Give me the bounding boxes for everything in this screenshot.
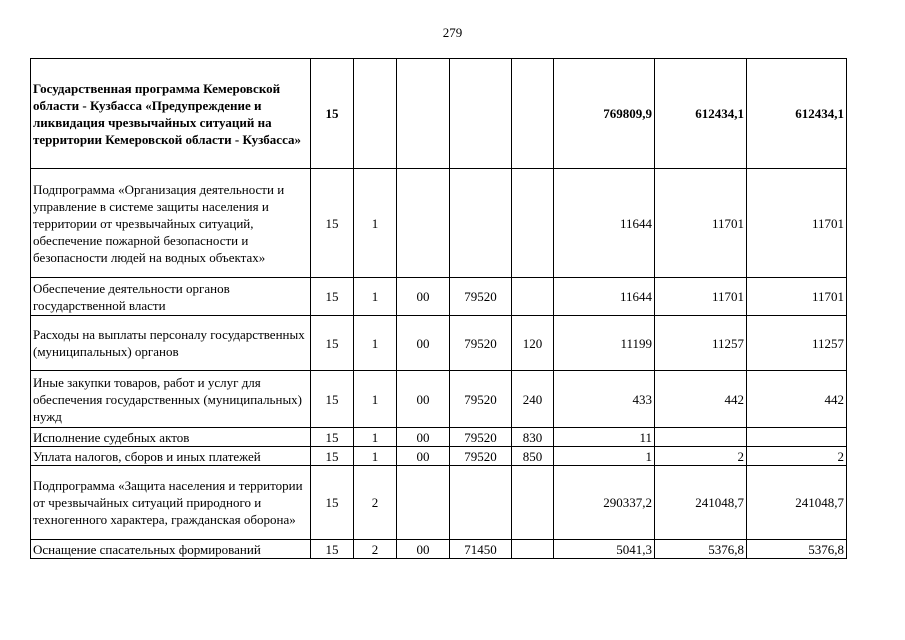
cell-direction: 00 — [397, 278, 450, 316]
cell-year-3: 241048,7 — [747, 466, 847, 540]
cell-subprogram: 2 — [354, 540, 397, 559]
cell-direction: 00 — [397, 428, 450, 447]
cell-expense-code — [450, 169, 512, 278]
cell-program: 15 — [311, 447, 354, 466]
cell-direction: 00 — [397, 540, 450, 559]
cell-program: 15 — [311, 59, 354, 169]
cell-expense-code: 79520 — [450, 316, 512, 371]
cell-year-1: 11644 — [554, 169, 655, 278]
cell-year-2: 612434,1 — [655, 59, 747, 169]
cell-program: 15 — [311, 428, 354, 447]
cell-year-3: 11701 — [747, 169, 847, 278]
cell-expense-code — [450, 466, 512, 540]
cell-year-2: 5376,8 — [655, 540, 747, 559]
cell-expense-code: 79520 — [450, 428, 512, 447]
cell-year-1: 1 — [554, 447, 655, 466]
cell-expense-type — [512, 59, 554, 169]
cell-year-3: 5376,8 — [747, 540, 847, 559]
cell-name: Подпрограмма «Организация деятельности и управление в системе защиты населения и территории от чрезвычайных ситуаций, обеспечение пожарной безопасности и безопасности людей на водных объектах» — [31, 169, 311, 278]
cell-expense-type: 240 — [512, 371, 554, 428]
cell-year-2 — [655, 428, 747, 447]
cell-direction — [397, 466, 450, 540]
cell-year-2: 11701 — [655, 169, 747, 278]
cell-year-1: 11 — [554, 428, 655, 447]
cell-program: 15 — [311, 316, 354, 371]
table-row — [31, 278, 847, 316]
cell-year-1: 769809,9 — [554, 59, 655, 169]
cell-expense-type: 120 — [512, 316, 554, 371]
cell-direction — [397, 169, 450, 278]
cell-name: Уплата налогов, сборов и иных платежей — [31, 447, 311, 466]
cell-name: Расходы на выплаты персоналу государственных (муниципальных) органов — [31, 316, 311, 371]
cell-expense-type — [512, 278, 554, 316]
cell-year-2: 11257 — [655, 316, 747, 371]
table-row — [31, 447, 847, 466]
cell-expense-code: 79520 — [450, 447, 512, 466]
budget-table — [30, 58, 847, 559]
cell-program: 15 — [311, 169, 354, 278]
cell-expense-type — [512, 466, 554, 540]
cell-year-1: 5041,3 — [554, 540, 655, 559]
cell-subprogram: 2 — [354, 466, 397, 540]
cell-subprogram: 1 — [354, 278, 397, 316]
cell-subprogram: 1 — [354, 428, 397, 447]
cell-year-3: 11701 — [747, 278, 847, 316]
cell-direction: 00 — [397, 316, 450, 371]
cell-expense-type — [512, 169, 554, 278]
cell-expense-code — [450, 59, 512, 169]
cell-program: 15 — [311, 540, 354, 559]
cell-name: Иные закупки товаров, работ и услуг для обеспечения государственных (муниципальных) нужд — [31, 371, 311, 428]
cell-year-1: 290337,2 — [554, 466, 655, 540]
cell-expense-type — [512, 540, 554, 559]
cell-program: 15 — [311, 371, 354, 428]
table-body — [31, 59, 847, 559]
cell-expense-code: 79520 — [450, 278, 512, 316]
cell-direction: 00 — [397, 371, 450, 428]
cell-year-3: 612434,1 — [747, 59, 847, 169]
cell-direction: 00 — [397, 447, 450, 466]
cell-direction — [397, 59, 450, 169]
cell-expense-code: 79520 — [450, 371, 512, 428]
cell-subprogram: 1 — [354, 371, 397, 428]
table-row — [31, 59, 847, 169]
cell-name: Подпрограмма «Защита населения и территории от чрезвычайных ситуаций природного и техногенного характера, гражданская оборона» — [31, 466, 311, 540]
cell-name: Оснащение спасательных формирований — [31, 540, 311, 559]
cell-year-3: 11257 — [747, 316, 847, 371]
cell-name: Обеспечение деятельности органов государственной власти — [31, 278, 311, 316]
cell-year-3: 442 — [747, 371, 847, 428]
cell-expense-code: 71450 — [450, 540, 512, 559]
table-row — [31, 428, 847, 447]
table-row — [31, 316, 847, 371]
cell-expense-type: 850 — [512, 447, 554, 466]
cell-expense-type: 830 — [512, 428, 554, 447]
cell-name: Исполнение судебных актов — [31, 428, 311, 447]
table-row — [31, 371, 847, 428]
cell-year-1: 433 — [554, 371, 655, 428]
cell-year-1: 11644 — [554, 278, 655, 316]
cell-name: Государственная программа Кемеровской области - Кузбасса «Предупреждение и ликвидация чрезвычайных ситуаций на территории Кемеровской области - Кузбасса» — [31, 59, 311, 169]
table-row — [31, 540, 847, 559]
table-row — [31, 466, 847, 540]
cell-year-2: 442 — [655, 371, 747, 428]
page-number: 279 — [442, 25, 463, 40]
cell-subprogram: 1 — [354, 169, 397, 278]
cell-subprogram: 1 — [354, 316, 397, 371]
cell-program: 15 — [311, 278, 354, 316]
cell-year-3 — [747, 428, 847, 447]
cell-program: 15 — [311, 466, 354, 540]
cell-year-2: 11701 — [655, 278, 747, 316]
cell-year-2: 2 — [655, 447, 747, 466]
cell-year-3: 2 — [747, 447, 847, 466]
cell-year-1: 11199 — [554, 316, 655, 371]
cell-subprogram — [354, 59, 397, 169]
cell-year-2: 241048,7 — [655, 466, 747, 540]
table-row — [31, 169, 847, 278]
cell-subprogram: 1 — [354, 447, 397, 466]
